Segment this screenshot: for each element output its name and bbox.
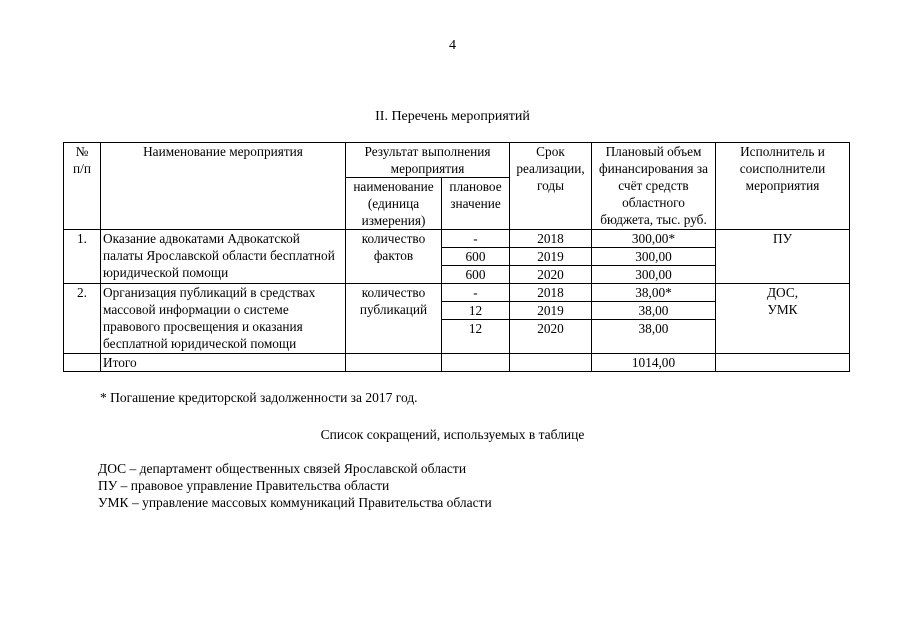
row-year: 2019: [510, 248, 592, 266]
total-num-cell: [64, 354, 101, 372]
table-row: [64, 284, 850, 302]
total-empty-cell: [346, 354, 442, 372]
header-result-value: плановое значение: [442, 178, 510, 230]
total-empty-cell: [716, 354, 850, 372]
total-row: [64, 354, 850, 372]
row-year: 2020: [510, 266, 592, 284]
row-executor: ПУ: [716, 230, 850, 284]
row-result-name: количество публикаций: [346, 284, 442, 354]
row-budget: 300,00: [592, 266, 716, 284]
row-planned-value: 600: [442, 248, 510, 266]
row-budget: 38,00: [592, 302, 716, 320]
row-budget: 38,00*: [592, 284, 716, 302]
events-table: [63, 142, 850, 372]
row-planned-value: -: [442, 230, 510, 248]
row-budget: 300,00: [592, 248, 716, 266]
section-title: II. Перечень мероприятий: [375, 109, 530, 124]
total-value: 1014,00: [592, 354, 716, 372]
header-row-1: [64, 143, 850, 178]
table-row: [64, 230, 850, 248]
row-name: Организация публикаций в средствах массовой информации о системе правового просвещения и оказания бесплатной юридической помощи: [101, 284, 346, 354]
header-budget: Плановый объем финансирования за счёт средств областного бюджета, тыс. руб.: [592, 143, 716, 230]
row-planned-value: 12: [442, 320, 510, 354]
header-result: Результат выполнения мероприятия: [346, 143, 510, 178]
row-name: Оказание адвокатами Адвокатской палаты Ярославской области бесплатной юридической помощи: [101, 230, 346, 284]
row-planned-value: 600: [442, 266, 510, 284]
header-name: Наименование мероприятия: [101, 143, 346, 230]
total-label: Итого: [101, 354, 346, 372]
row-year: 2019: [510, 302, 592, 320]
abbreviation-item: УМК – управление массовых коммуникаций Правительства области: [98, 495, 492, 510]
abbreviation-item: ДОС – департамент общественных связей Ярославской области: [98, 461, 467, 476]
total-empty-cell: [442, 354, 510, 372]
total-empty-cell: [510, 354, 592, 372]
row-year: 2018: [510, 230, 592, 248]
row-num: 1.: [64, 230, 101, 284]
row-num: 2.: [64, 284, 101, 354]
row-budget: 300,00*: [592, 230, 716, 248]
abbreviations-title: Список сокращений, используемых в таблице: [320, 427, 585, 442]
row-year: 2018: [510, 284, 592, 302]
abbreviation-item: ПУ – правовое управление Правительства области: [98, 478, 390, 493]
row-year: 2020: [510, 320, 592, 354]
row-result-name: количество фактов: [346, 230, 442, 284]
page-number: 4: [449, 38, 456, 53]
row-planned-value: -: [442, 284, 510, 302]
abbreviations-list: [98, 460, 492, 511]
header-term: Срок реализации, годы: [510, 143, 592, 230]
header-num: № п/п: [64, 143, 101, 230]
row-planned-value: 12: [442, 302, 510, 320]
footnote: * Погашение кредиторской задолженности за 2017 год.: [100, 390, 418, 405]
header-result-name: наименование (единица измерения): [346, 178, 442, 230]
row-executor: ДОС, УМК: [716, 284, 850, 354]
header-executor: Исполнитель и соисполнители мероприятия: [716, 143, 850, 230]
row-budget: 38,00: [592, 320, 716, 354]
